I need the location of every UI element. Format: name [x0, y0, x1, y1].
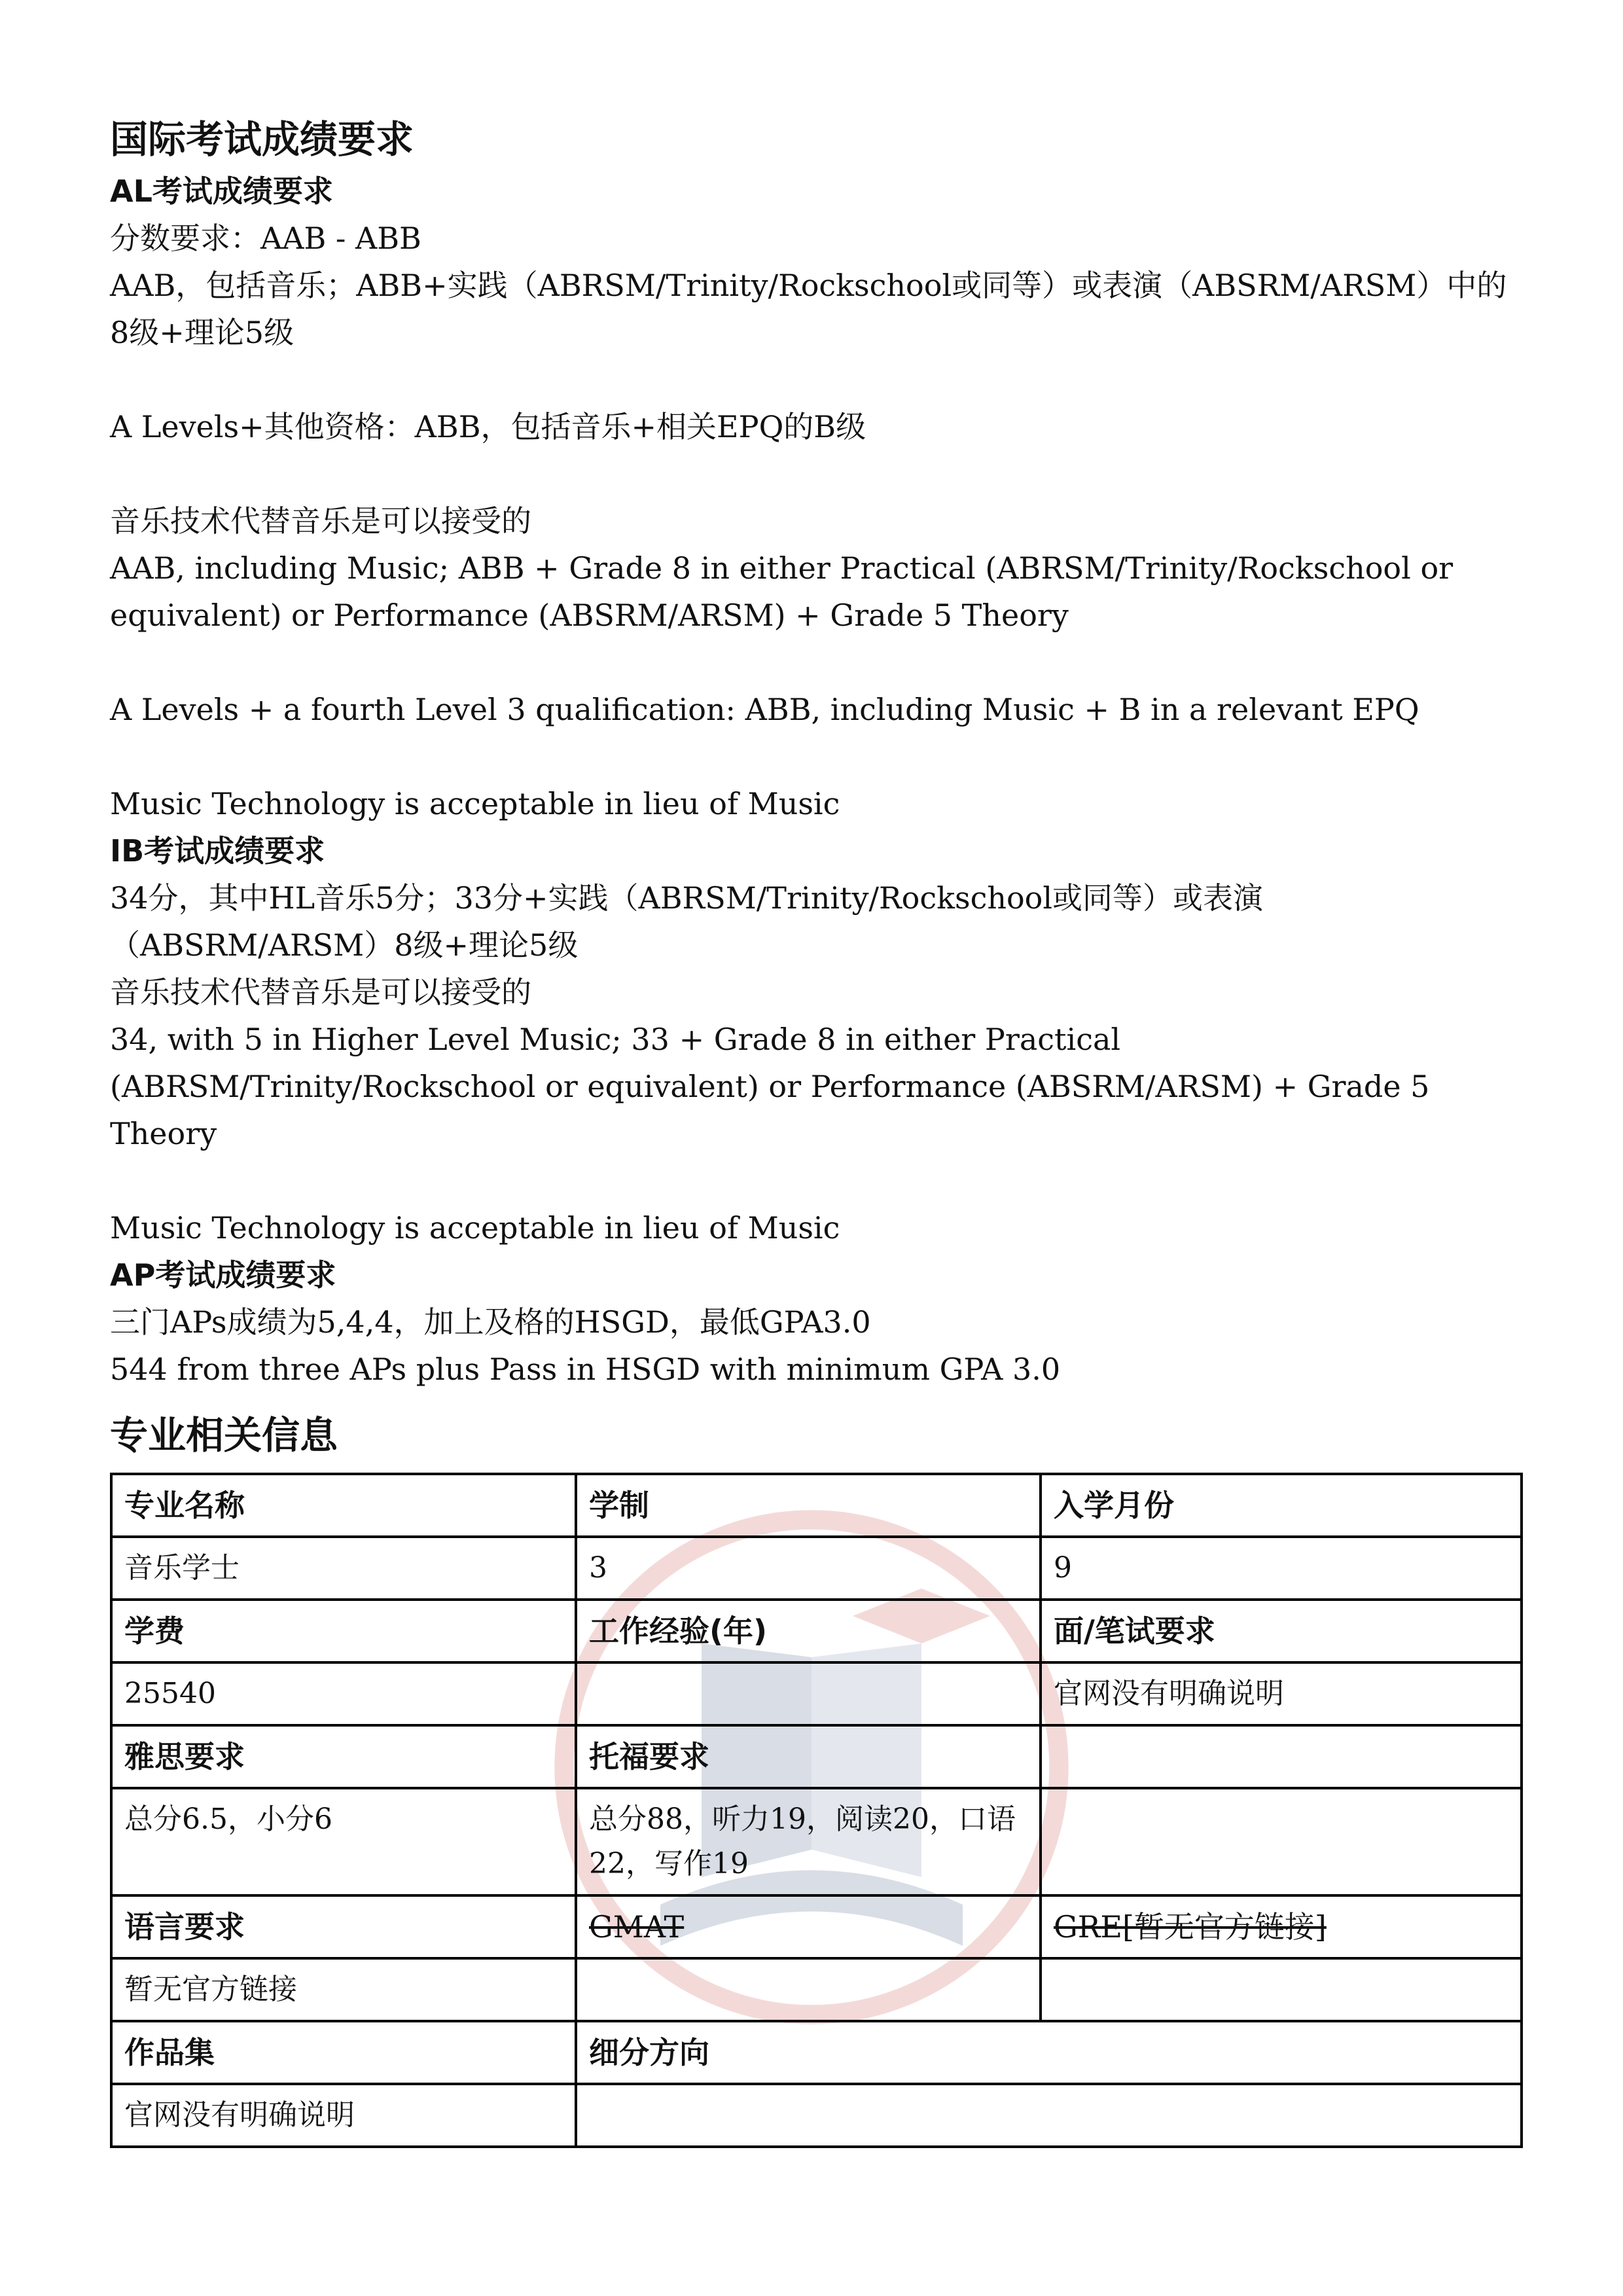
ib-line2: 音乐技术代替音乐是可以接受的 [110, 975, 531, 1010]
table-cell: 总分6.5，小分6 [111, 1788, 576, 1895]
table-header-cell: 入学月份 [1041, 1474, 1522, 1537]
ib-title: IB考试成绩要求 [110, 833, 325, 869]
al-line7: Music Technology is acceptable in lieu of Music [110, 786, 840, 821]
table-row [111, 1895, 1522, 1958]
table-row [111, 1662, 1522, 1725]
table-cell: 音乐学士 [111, 1537, 576, 1600]
ib-line4: Music Technology is acceptable in lieu of Music [110, 1210, 840, 1246]
table-cell [576, 1662, 1041, 1725]
table-header-cell: 工作经验(年) [576, 1600, 1041, 1662]
table-header-cell: 面/笔试要求 [1041, 1600, 1522, 1662]
table-cell: 总分88，听力19，阅读20，口语22，写作19 [576, 1788, 1041, 1895]
table-header-cell: 雅思要求 [111, 1725, 576, 1788]
table-cell: 25540 [111, 1662, 576, 1725]
intl-exam-section [110, 111, 1517, 1393]
table-row [111, 1474, 1522, 1537]
program-info-title: 专业相关信息 [110, 1413, 338, 1458]
al-line6: A Levels + a fourth Level 3 qualification: ABB, including Music + B in a relevant EPQ [110, 692, 1419, 727]
table-cell [576, 2084, 1522, 2147]
table-cell-strikethrough: GMAT [576, 1895, 1041, 1958]
table-header-cell: 学费 [111, 1600, 576, 1662]
program-info-section [110, 1407, 1517, 2148]
table-cell [1041, 1788, 1522, 1895]
table-cell-strikethrough: GRE[暂无官方链接] [1041, 1895, 1522, 1958]
al-title: AL考试成绩要求 [110, 173, 333, 209]
ap-line2: 544 from three APs plus Pass in HSGD with minimum GPA 3.0 [110, 1352, 1061, 1387]
al-line5: AAB, including Music; ABB + Grade 8 in either Practical (ABRSM/Trinity/Rockschool or equivalent) or Performance (ABSRM/ARSM) + Grade 5 Theory [110, 550, 1454, 633]
program-info-table [110, 1473, 1523, 2148]
ib-line3: 34, with 5 in Higher Level Music; 33 + Grade 8 in either Practical (ABRSM/Trinity/Rockschool or equivalent) or Performance (ABSRM/ARSM) + Grade 5 Theory [110, 1022, 1430, 1151]
table-cell [576, 1958, 1041, 2021]
table-row [111, 1958, 1522, 2021]
al-line2: AAB，包括音乐；ABB+实践（ABRSM/Trinity/Rockschool或同等）或表演（ABSRM/ARSM）中的8级+理论5级 [110, 268, 1507, 350]
table-header-cell: 托福要求 [576, 1725, 1041, 1788]
table-cell [1041, 1958, 1522, 2021]
intl-exam-title: 国际考试成绩要求 [110, 117, 414, 162]
table-header-cell: 专业名称 [111, 1474, 576, 1537]
table-header-cell: 细分方向 [576, 2021, 1522, 2084]
table-header-cell: 语言要求 [111, 1895, 576, 1958]
ib-line1: 34分，其中HL音乐5分；33分+实践（ABRSM/Trinity/Rockschool或同等）或表演（ABSRM/ARSM）8级+理论5级 [110, 880, 1264, 963]
table-header-cell: 作品集 [111, 2021, 576, 2084]
table-row [111, 1600, 1522, 1662]
table-row [111, 1725, 1522, 1788]
ap-line1: 三门APs成绩为5,4,4，加上及格的HSGD，最低GPA3.0 [110, 1304, 871, 1340]
table-header-cell [1041, 1725, 1522, 1788]
table-row [111, 1537, 1522, 1600]
table-row [111, 2084, 1522, 2147]
table-cell: 9 [1041, 1537, 1522, 1600]
table-row [111, 1788, 1522, 1895]
al-line3: A Levels+其他资格：ABB，包括音乐+相关EPQ的B级 [110, 409, 866, 444]
al-line4: 音乐技术代替音乐是可以接受的 [110, 503, 531, 539]
table-row [111, 2021, 1522, 2084]
table-cell: 暂无官方链接 [111, 1958, 576, 2021]
al-line1: 分数要求：AAB - ABB [110, 221, 421, 256]
table-cell: 官网没有明确说明 [111, 2084, 576, 2147]
table-cell: 官网没有明确说明 [1041, 1662, 1522, 1725]
ap-title: AP考试成绩要求 [110, 1257, 336, 1293]
table-header-cell: 学制 [576, 1474, 1041, 1537]
table-cell: 3 [576, 1537, 1041, 1600]
